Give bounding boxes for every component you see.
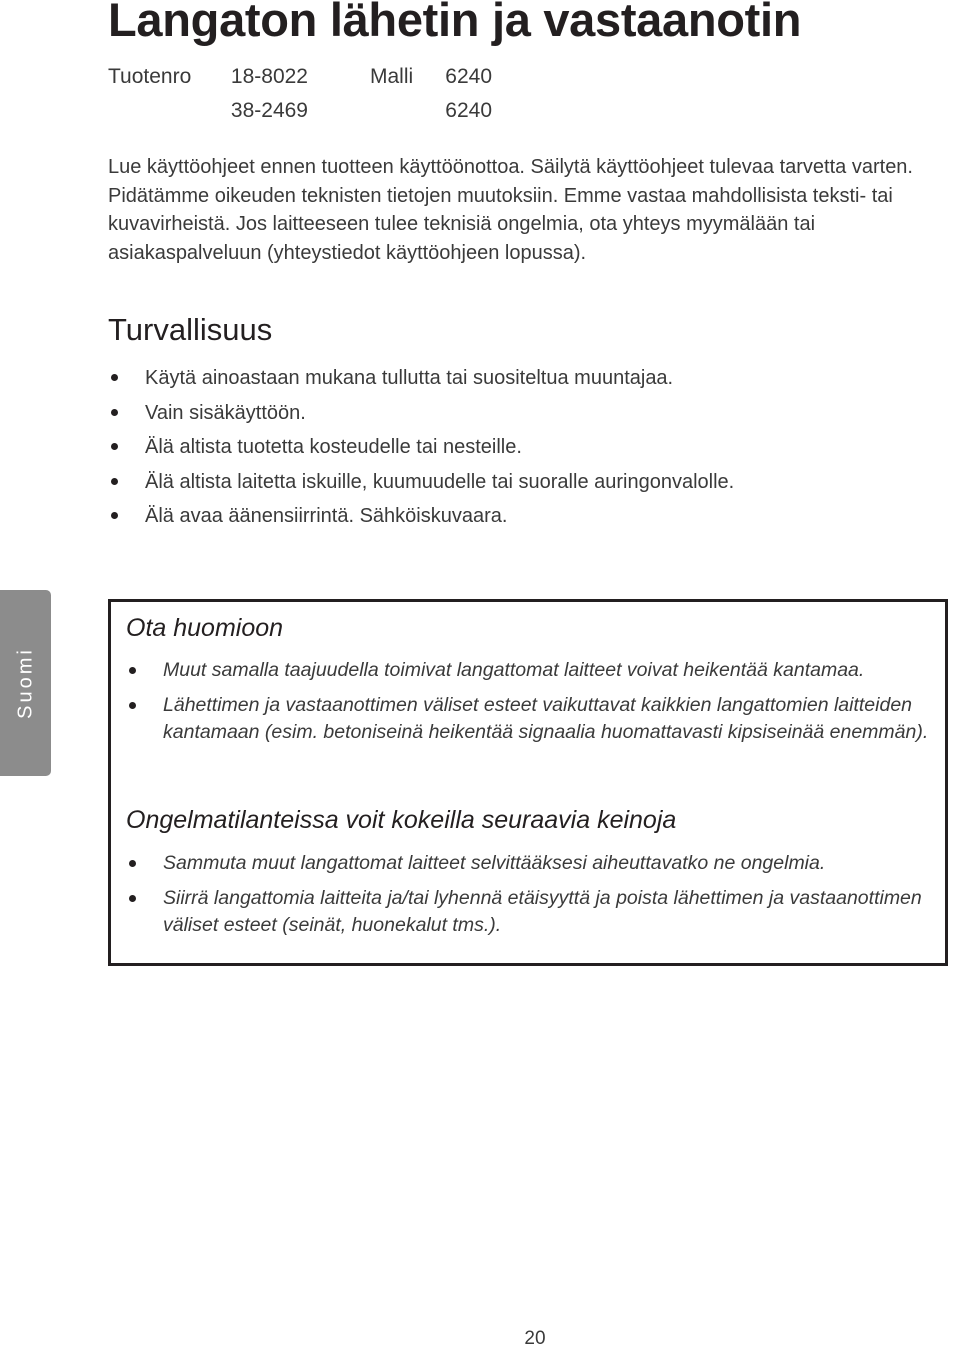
list-item-text: Älä avaa äänensiirrintä. Sähköiskuvaara. — [145, 505, 508, 527]
bullet-icon — [129, 860, 136, 867]
list-item — [108, 363, 734, 398]
troubleshooting-heading: Ongelmatilanteissa voit kokeilla seuraavia keinoja — [126, 806, 677, 834]
list-item — [108, 501, 734, 536]
list-item — [126, 850, 936, 878]
list-item-text: Muut samalla taajuudella toimivat langattomat laitteet voivat heikentää kantamaa. — [163, 659, 865, 681]
model-number: 6240 — [445, 99, 492, 122]
list-item-text: Siirrä langattomia laitteita ja/tai lyhennä etäisyyttä ja poista lähettimen ja vastaanottimen väliset esteet (seinät, huonekalut tms.). — [163, 886, 922, 936]
bullet-icon — [111, 374, 118, 381]
list-item — [108, 467, 734, 502]
intro-paragraph: Lue käyttöohjeet ennen tuotteen käyttöönottoa. Säilytä käyttöohjeet tulevaa tarvetta varten. Pidätämme oikeuden teknisten tietojen muutoksiin. Emme vastaa mahdollisista teksti- tai kuvavirheistä. Jos laitteeseen tulee teknisiä ongelmia, ota yhteys myymälään tai asiakaspalveluun (yhteystiedot käyttöohjeen lopussa). — [108, 156, 913, 264]
bullet-icon — [111, 443, 118, 450]
bullet-icon — [111, 478, 118, 485]
bullet-icon — [111, 512, 118, 519]
page-number: 20 — [524, 1328, 546, 1349]
model-label: Malli — [370, 65, 414, 88]
bullet-icon — [129, 895, 136, 902]
list-item-text: Sammuta muut langattomat laitteet selvittääksesi aiheuttavatko ne ongelmia. — [163, 852, 826, 874]
product-number-label: Tuotenro — [108, 65, 192, 88]
note-list — [126, 657, 936, 754]
list-item — [126, 657, 936, 685]
bullet-icon — [111, 409, 118, 416]
notice-box — [108, 599, 948, 966]
product-number: 38-2469 — [230, 99, 308, 122]
language-tab — [0, 590, 51, 776]
list-item — [108, 432, 734, 467]
list-item — [108, 398, 734, 433]
list-item — [126, 885, 936, 940]
list-item-text: Älä altista tuotetta kosteudelle tai nesteille. — [145, 436, 522, 458]
bullet-icon — [129, 702, 136, 709]
bullet-icon — [129, 667, 136, 674]
safety-list — [108, 363, 734, 536]
list-item-text: Älä altista laitetta iskuille, kuumuudelle tai suoralle auringonvalolle. — [145, 470, 735, 493]
model-number: 6240 — [445, 65, 492, 88]
list-item-text: Vain sisäkäyttöön. — [145, 401, 306, 424]
list-item — [126, 692, 936, 747]
page-title: Langaton lähetin ja vastaanotin — [108, 0, 802, 46]
note-heading: Ota huomioon — [126, 614, 284, 642]
list-item-text: Lähettimen ja vastaanottimen väliset esteet vaikuttavat kaikkien langattomien laitteiden kantamaan (esim. betoniseinä heikentää signaalia huomattavasti kipsiseinää enemmän). — [163, 693, 929, 743]
safety-heading: Turvallisuus — [108, 312, 273, 347]
language-tab-label: Suomi — [14, 647, 36, 719]
product-number: 18-8022 — [230, 65, 308, 88]
list-item-text: Käytä ainoastaan mukana tullutta tai suositeltua muuntajaa. — [145, 367, 674, 389]
troubleshooting-list — [126, 850, 936, 947]
